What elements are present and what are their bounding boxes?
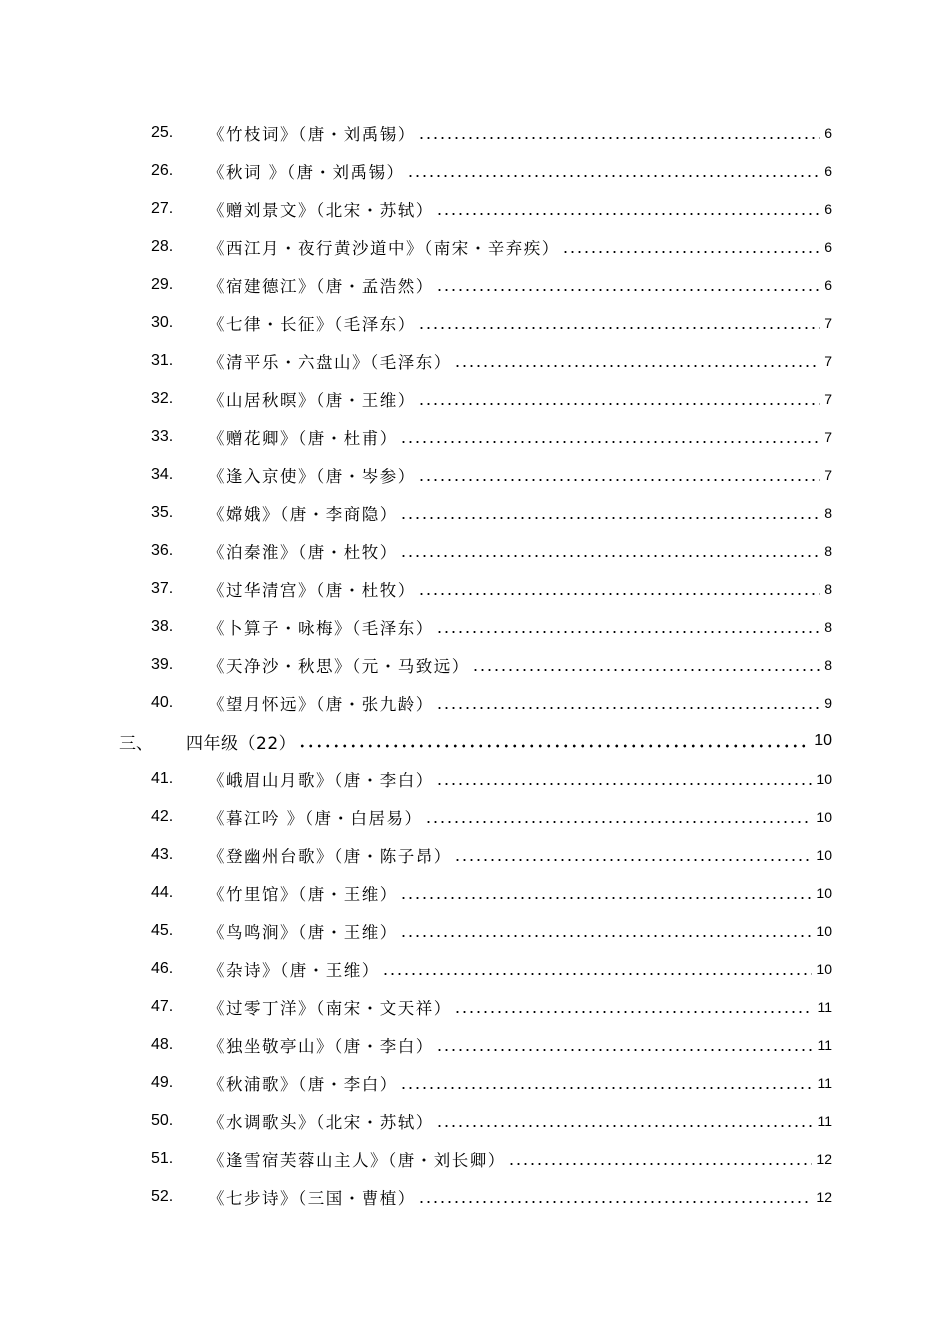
dot-leader (400, 513, 820, 523)
toc-entry-page-number: 8 (824, 581, 832, 597)
toc-entry[interactable] (0, 152, 950, 190)
toc-entry-title: 《望月怀远》（唐・张九龄） (208, 695, 434, 714)
toc-entry[interactable] (0, 342, 950, 380)
toc-entry-number: 42. (151, 808, 174, 825)
toc-entry-number: 26. (151, 162, 174, 179)
toc-entry[interactable] (0, 760, 950, 798)
toc-entry-number: 47. (151, 998, 174, 1015)
dot-leader (418, 133, 820, 143)
toc-entry-page-number: 10 (816, 923, 832, 939)
toc-entry[interactable] (0, 456, 950, 494)
toc-entry[interactable] (0, 874, 950, 912)
toc-entry-number: 29. (151, 276, 174, 293)
dot-leader (418, 323, 820, 333)
dot-leader (382, 969, 813, 979)
toc-entry-title: 《宿建德江》（唐・孟浩然） (208, 277, 434, 296)
toc-entry-page-number: 10 (816, 847, 832, 863)
toc-entry-title: 《山居秋暝》（唐・王维） (208, 391, 416, 410)
dot-leader (400, 551, 820, 561)
toc-entry[interactable] (0, 836, 950, 874)
toc-entry-title: 《登幽州台歌》（唐・陈子昂） (208, 847, 452, 866)
toc-entry[interactable] (0, 1026, 950, 1064)
toc-entry[interactable] (0, 988, 950, 1026)
toc-entry-title: 《暮江吟 》（唐・白居易） (208, 809, 423, 828)
toc-entry-number: 39. (151, 656, 174, 673)
toc-entry[interactable] (0, 532, 950, 570)
toc-entry-page-number: 10 (816, 771, 832, 787)
toc-entry[interactable] (0, 494, 950, 532)
dot-leader (454, 361, 820, 371)
toc-entry-title: 《峨眉山月歌》（唐・李白） (208, 771, 434, 790)
toc-entry-title: 《七步诗》（三国・曹植） (208, 1189, 416, 1208)
toc-entry-page-number: 7 (824, 353, 832, 369)
toc-entry-number: 45. (151, 922, 174, 939)
toc-entry-page-number: 7 (824, 391, 832, 407)
toc-entry-page-number: 10 (814, 732, 832, 749)
toc-section-heading[interactable] (0, 722, 950, 760)
toc-entry-page-number: 11 (817, 999, 832, 1015)
dot-leader (400, 893, 813, 903)
toc-entry-number: 44. (151, 884, 174, 901)
table-of-contents (0, 114, 950, 1216)
toc-entry[interactable] (0, 646, 950, 684)
toc-entry-page-number: 6 (824, 201, 832, 217)
toc-entry-number: 30. (151, 314, 174, 331)
toc-entry-title: 《水调歌头》（北宋・苏轼） (208, 1113, 434, 1132)
toc-entry-number: 27. (151, 200, 174, 217)
dot-leader (472, 665, 820, 675)
toc-entry[interactable] (0, 228, 950, 266)
toc-entry-title: 《清平乐・六盘山》（毛泽东） (208, 353, 452, 372)
toc-entry[interactable] (0, 1140, 950, 1178)
toc-entry-page-number: 6 (824, 239, 832, 255)
toc-entry[interactable] (0, 608, 950, 646)
toc-entry-page-number: 11 (817, 1037, 832, 1053)
dot-leader (562, 247, 820, 257)
dot-leader (400, 437, 820, 447)
toc-entry-page-number: 11 (817, 1075, 832, 1091)
toc-entry-title: 《逢入京使》（唐・岑参） (208, 467, 416, 486)
toc-entry[interactable] (0, 1102, 950, 1140)
dot-leader (436, 627, 820, 637)
dot-leader (436, 1045, 814, 1055)
toc-entry-title: 《赠刘景文》（北宋・苏轼） (208, 201, 434, 220)
toc-entry-page-number: 9 (824, 695, 832, 711)
dot-leader (407, 171, 821, 181)
toc-entry-page-number: 6 (824, 125, 832, 141)
dot-leader (418, 475, 820, 485)
toc-entry-page-number: 6 (824, 163, 832, 179)
toc-entry[interactable] (0, 1064, 950, 1102)
toc-entry-number: 35. (151, 504, 174, 521)
toc-entry-title: 《逢雪宿芙蓉山主人》（唐・刘长卿） (208, 1151, 506, 1170)
toc-entry[interactable] (0, 418, 950, 456)
toc-entry-title: 《嫦娥》（唐・李商隐） (208, 505, 398, 524)
toc-entry[interactable] (0, 380, 950, 418)
toc-entry-title: 《杂诗》（唐・王维） (208, 961, 380, 980)
toc-entry-number: 33. (151, 428, 174, 445)
dot-leader (508, 1159, 813, 1169)
toc-entry-title: 《过华清宫》（唐・杜牧） (208, 581, 416, 600)
toc-entry[interactable] (0, 798, 950, 836)
toc-entry[interactable] (0, 684, 950, 722)
toc-entry[interactable] (0, 114, 950, 152)
toc-entry-title: 《卜算子・咏梅》（毛泽东） (208, 619, 434, 638)
toc-entry[interactable] (0, 266, 950, 304)
dot-leader (436, 703, 820, 713)
dot-leader (436, 1121, 814, 1131)
toc-entry[interactable] (0, 1178, 950, 1216)
toc-entry-page-number: 12 (816, 1189, 832, 1205)
toc-entry-title: 《独坐敬亭山》（唐・李白） (208, 1037, 434, 1056)
toc-entry-number: 50. (151, 1112, 174, 1129)
toc-entry-number: 37. (151, 580, 174, 597)
toc-entry[interactable] (0, 304, 950, 342)
toc-entry-title: 《竹枝词》（唐・刘禹锡） (208, 125, 416, 144)
toc-entry-number: 34. (151, 466, 174, 483)
toc-entry-title: 《七律・长征》（毛泽东） (208, 315, 416, 334)
toc-entry-title: 《鸟鸣涧》（唐・王维） (208, 923, 398, 942)
dot-leader (298, 741, 810, 751)
dot-leader (400, 931, 813, 941)
toc-entry-page-number: 10 (816, 885, 832, 901)
dot-leader (400, 1083, 814, 1093)
toc-entry-number: 49. (151, 1074, 174, 1091)
toc-entry-page-number: 7 (824, 467, 832, 483)
dot-leader (425, 817, 813, 827)
dot-leader (418, 589, 820, 599)
toc-entry-page-number: 10 (816, 961, 832, 977)
toc-entry-number: 41. (151, 770, 174, 787)
toc-entry-title: 《西江月・夜行黄沙道中》（南宋・辛弃疾） (208, 239, 560, 258)
dot-leader (454, 855, 813, 865)
toc-entry-page-number: 12 (816, 1151, 832, 1167)
dot-leader (436, 285, 820, 295)
toc-entry-page-number: 8 (824, 619, 832, 635)
toc-entry-title: 《赠花卿》（唐・杜甫） (208, 429, 398, 448)
toc-entry-title: 《秋浦歌》（唐・李白） (208, 1075, 398, 1094)
toc-entry[interactable] (0, 912, 950, 950)
toc-entry-page-number: 8 (824, 543, 832, 559)
dot-leader (418, 399, 820, 409)
toc-entry-number: 25. (151, 124, 174, 141)
toc-entry-number: 52. (151, 1188, 174, 1205)
dot-leader (436, 209, 820, 219)
toc-entry-title: 《过零丁洋》（南宋・文天祥） (208, 999, 452, 1018)
dot-leader (418, 1197, 813, 1207)
toc-entry-number: 32. (151, 390, 174, 407)
toc-entry-title: 《泊秦淮》（唐・杜牧） (208, 543, 398, 562)
toc-entry-page-number: 8 (824, 505, 832, 521)
toc-entry-title: 四年级（22） (186, 733, 297, 754)
toc-entry-number: 36. (151, 542, 174, 559)
toc-entry-page-number: 8 (824, 657, 832, 673)
toc-entry-number: 28. (151, 238, 174, 255)
toc-entry-title: 《天净沙・秋思》（元・马致远） (208, 657, 470, 676)
dot-leader (454, 1007, 814, 1017)
toc-entry-page-number: 7 (824, 429, 832, 445)
toc-entry-number: 48. (151, 1036, 174, 1053)
toc-entry-number: 43. (151, 846, 174, 863)
toc-entry-number: 38. (151, 618, 174, 635)
toc-entry-number: 46. (151, 960, 174, 977)
toc-entry-page-number: 11 (817, 1113, 832, 1129)
toc-entry[interactable] (0, 950, 950, 988)
toc-entry-page-number: 7 (824, 315, 832, 331)
toc-entry-title: 《竹里馆》（唐・王维） (208, 885, 398, 904)
toc-entry-number: 40. (151, 694, 174, 711)
toc-entry-title: 《秋词 》（唐・刘禹锡） (208, 163, 405, 182)
toc-entry-number: 31. (151, 352, 174, 369)
toc-entry-page-number: 10 (816, 809, 832, 825)
toc-entry-number: 三、 (119, 733, 153, 754)
toc-entry-number: 51. (151, 1150, 174, 1167)
toc-entry-page-number: 6 (824, 277, 832, 293)
toc-entry[interactable] (0, 190, 950, 228)
dot-leader (436, 779, 813, 789)
toc-entry[interactable] (0, 570, 950, 608)
